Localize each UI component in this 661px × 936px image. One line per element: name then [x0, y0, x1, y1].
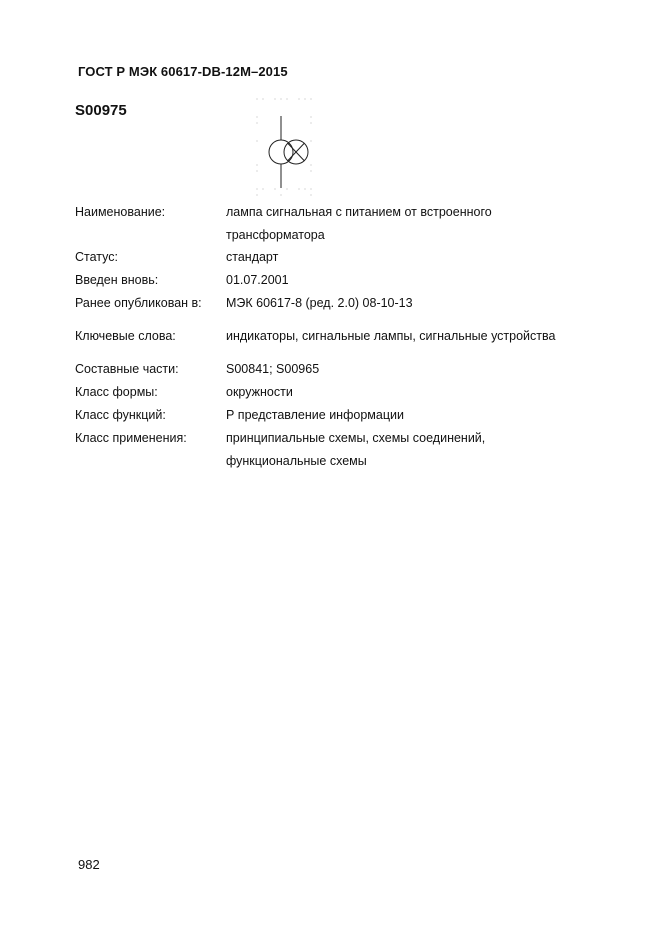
field-value: трансформатора	[226, 228, 325, 242]
field-value: S00841; S00965	[226, 362, 320, 376]
signal-lamp-transformer-icon	[250, 95, 325, 200]
symbol-code: S00975	[75, 102, 127, 119]
field-label: Ранее опубликован в:	[75, 296, 202, 310]
field-value: принципиальные схемы, схемы соединений,	[226, 431, 486, 445]
field-label: Класс функций:	[75, 408, 166, 422]
field-value: индикаторы, сигнальные лампы, сигнальные устройства	[226, 329, 556, 343]
field-label: Класс формы:	[75, 385, 158, 399]
field-value: Р представление информации	[226, 408, 404, 422]
field-value: функциональные схемы	[226, 454, 367, 468]
field-label: Статус:	[75, 250, 118, 264]
field-label: Введен вновь:	[75, 273, 159, 287]
field-value: лампа сигнальная с питанием от встроенного	[226, 205, 492, 219]
field-label: Ключевые слова:	[75, 329, 176, 343]
field-value: окружности	[226, 385, 293, 399]
field-value: стандарт	[226, 250, 279, 264]
field-label: Наименование:	[75, 205, 166, 219]
field-label: Составные части:	[75, 362, 179, 376]
page-number: 982	[78, 857, 100, 872]
field-value: 01.07.2001	[226, 273, 289, 287]
document-header: ГОСТ Р МЭК 60617-DB-12M–2015	[78, 64, 288, 79]
field-label: Класс применения:	[75, 431, 187, 445]
field-value: МЭК 60617-8 (ред. 2.0) 08-10-13	[226, 296, 413, 310]
